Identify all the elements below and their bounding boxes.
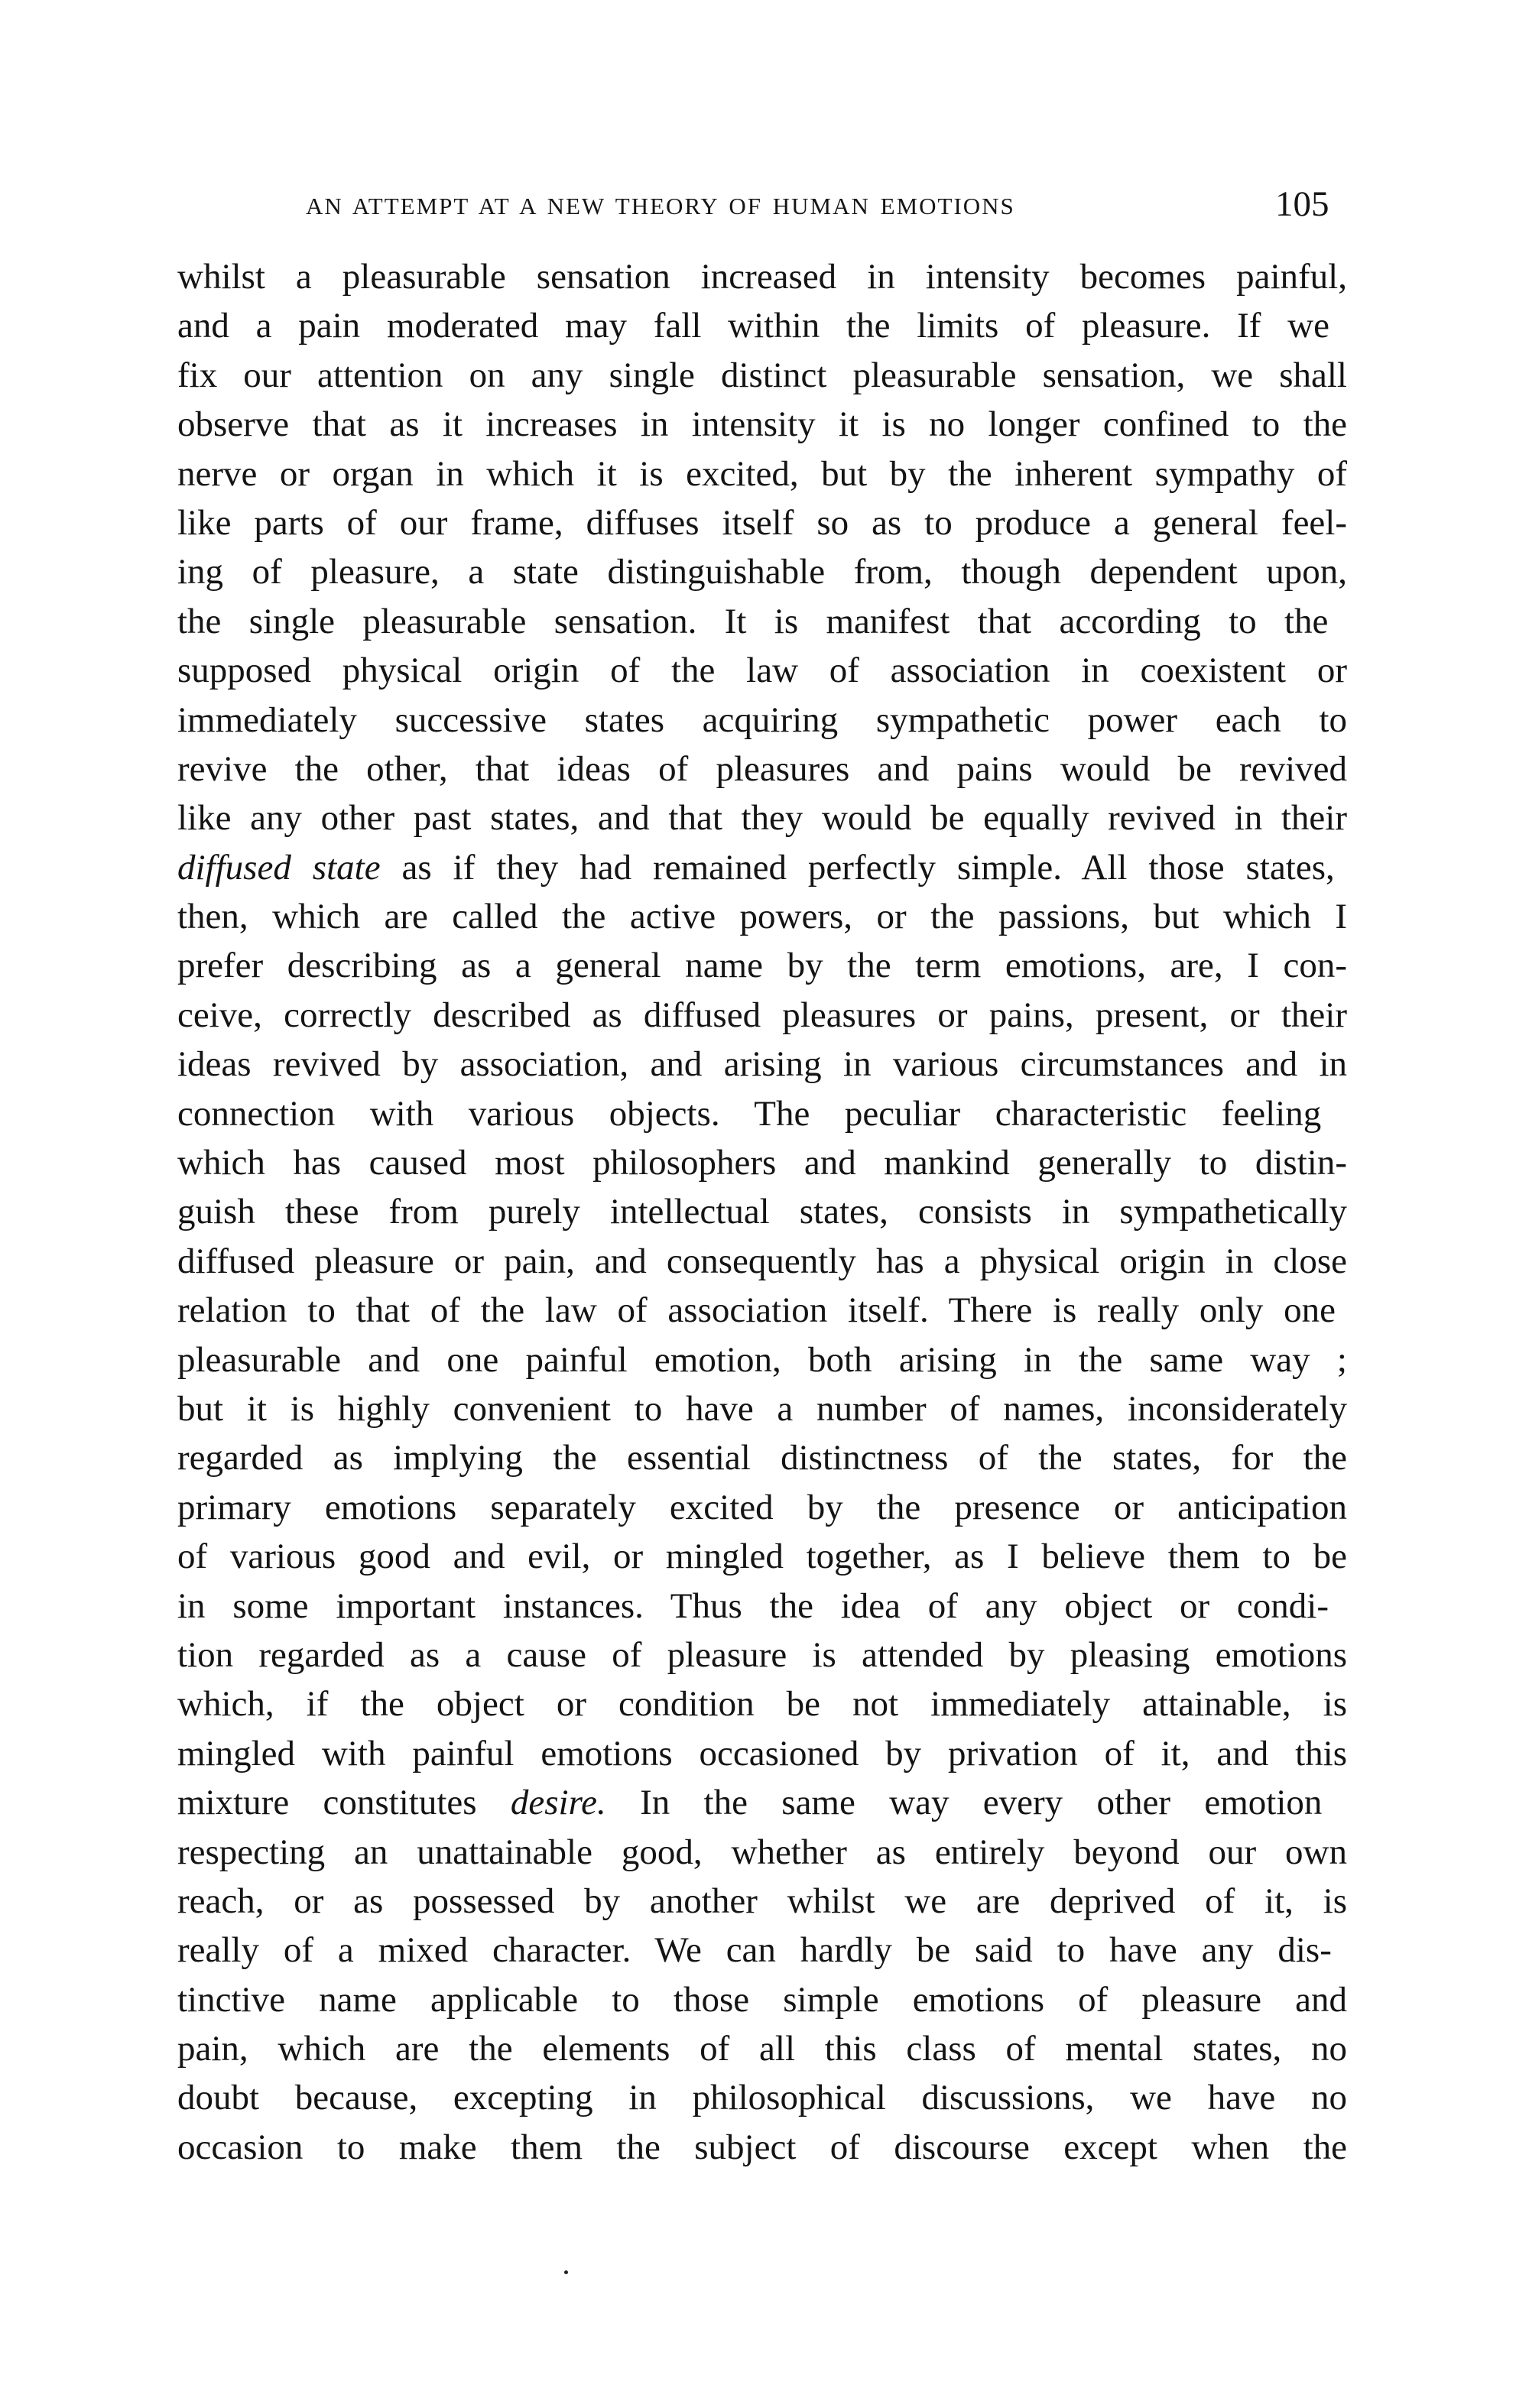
text-line: but it is highly convenient to have a number of names, inconsiderately <box>177 1388 1347 1429</box>
text-line: ceive, correctly described as diffused pleasures or pains, present, or their <box>177 995 1347 1035</box>
text-line: which, if the object or condition be not immediately attainable, is <box>177 1684 1347 1725</box>
text-line: prefer describing as a general name by the term emotions, are, I con- <box>177 946 1347 986</box>
text-line: immediately successive states acquiring sympathetic power each to <box>177 699 1347 740</box>
text-line: and a pain moderated may fall within the limits of pleasure. If we <box>177 306 1329 346</box>
text-line: pain, which are the elements of all this class of mental states, no <box>177 2029 1347 2069</box>
text-line: then, which are called the active powers, or the passions, but which I <box>177 897 1347 937</box>
text-line: mixture constitutes desire. In the same way every other emotion <box>177 1783 1323 1823</box>
text-line: reach, or as possessed by another whilst we are deprived of it, is <box>177 1881 1347 1921</box>
italic-phrase: diffused state <box>177 847 381 888</box>
text-line: diffused pleasure or pain, and consequently has a physical origin in close <box>177 1241 1347 1281</box>
text-line: primary emotions separately excited by the presence or anticipation <box>177 1487 1347 1527</box>
text-line: in some important instances. Thus the idea of any object or condi- <box>177 1585 1329 1626</box>
text-line: really of a mixed character. We can hardly be said to have any dis- <box>177 1930 1332 1971</box>
text-line: doubt because, excepting in philosophical discussions, we have no <box>177 2078 1347 2118</box>
text-line: regarded as implying the essential distinctness of the states, for the <box>177 1438 1347 1478</box>
text-line: occasion to make them the subject of discourse except when the <box>177 2127 1347 2167</box>
running-title: AN ATTEMPT AT A NEW THEORY OF HUMAN EMOTIONS <box>306 193 1015 219</box>
text-line: mingled with painful emotions occasioned by privation of it, and this <box>177 1733 1347 1774</box>
text-line: like parts of our frame, diffuses itself so as to produce a general feel- <box>177 502 1347 543</box>
text-line: tinctive name applicable to those simple emotions of pleasure and <box>177 1979 1347 2020</box>
text-line: the single pleasurable sensation. It is manifest that according to the <box>177 601 1329 641</box>
text-line: relation to that of the law of association itself. There is really only one <box>177 1290 1336 1331</box>
text-line: whilst a pleasurable sensation increased in intensity becomes painful, <box>177 257 1347 297</box>
text-line: nerve or organ in which it is excited, but by the inherent sympathy of <box>177 453 1347 494</box>
print-speck <box>564 2270 568 2274</box>
italic-word: desire. <box>510 1783 606 1823</box>
text-line: revive the other, that ideas of pleasures and pains would be revived <box>177 748 1347 789</box>
text-line: tion regarded as a cause of pleasure is attended by pleasing emotions <box>177 1634 1347 1675</box>
text-line: of various good and evil, or mingled together, as I believe them to be <box>177 1537 1347 1577</box>
text-line: guish these from purely intellectual states, consists in sympathetically <box>177 1192 1347 1232</box>
text-line: like any other past states, and that they would be equally revived in their <box>177 798 1347 839</box>
text-line: ing of pleasure, a state distinguishable from, though dependent upon, <box>177 552 1347 592</box>
text-line: which has caused most philosophers and mankind generally to distin- <box>177 1143 1347 1183</box>
text-line: fix our attention on any single distinct pleasurable sensation, we shall <box>177 355 1347 395</box>
text-line: ideas revived by association, and arising in various circumstances and in <box>177 1044 1347 1085</box>
text-line: supposed physical origin of the law of association in coexistent or <box>177 651 1347 691</box>
text-line: connection with various objects. The peculiar characteristic feeling <box>177 1093 1322 1134</box>
text-line: observe that as it increases in intensity it is no longer confined to the <box>177 404 1347 445</box>
body-text <box>177 252 1347 2172</box>
text-line: diffused state as if they had remained perfectly simple. All those states, <box>177 847 1335 888</box>
page-number: 105 <box>1275 184 1329 224</box>
text-line: pleasurable and one painful emotion, both arising in the same way ; <box>177 1339 1347 1380</box>
text-line: respecting an unattainable good, whether as entirely beyond our own <box>177 1832 1347 1872</box>
